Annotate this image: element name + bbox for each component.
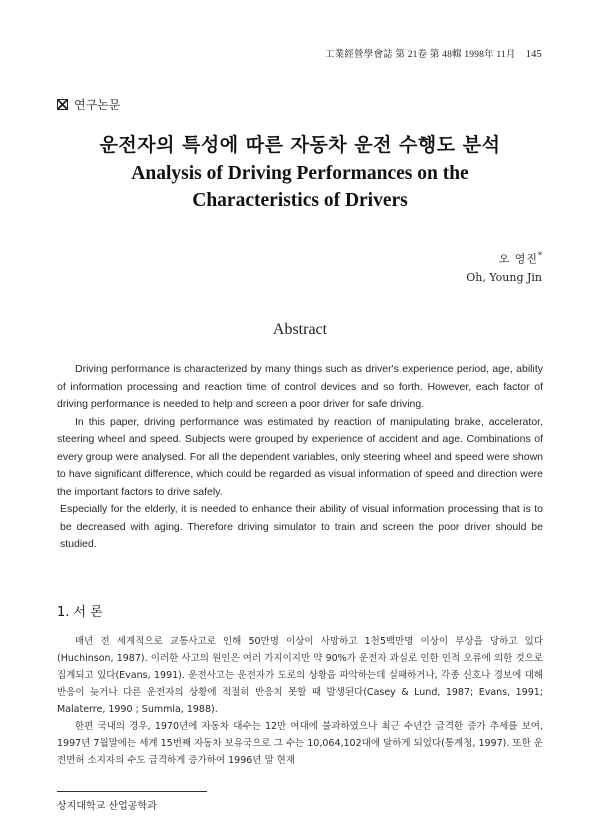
- abstract-heading: Abstract: [272, 321, 328, 338]
- abstract-paragraph-1: Driving performance is characterized by many things such as driver's experience period, age, ability of information processing and reaction time of control devices and so forth. However, each factor of driving performance is needed to help and screen a poor driver for safe driving.: [57, 363, 543, 410]
- section-heading-introduction: 1. 서 론: [57, 605, 103, 620]
- footnote-divider: [57, 791, 207, 792]
- title-english: [0, 160, 600, 214]
- body-paragraph-1: 매년 전 세계적으로 교통사고로 인해 50만명 이상이 사망하고 1천5백만명 이상이 부상을 당하고 있다(Huchinson, 1987). 이러한 사고의 원인은 여러 가지이지만 약 90%가 운전자 과실로 인한 인적 오류에 의한 것으로 집계되고 있다(Evans, 1991). 운전사고는 운전자가 도로의 상황을 파악하는데 실패하거나, 각종 신호나 경보에 대해 반응이 늦거나 다른 운전자의 상황에 적절히 반응치 못할 때 발생된다(Casey & Lund, 1987; Evans, 1991; Malaterre, 1990 ; Summla, 1988).: [57, 636, 543, 715]
- body-paragraph-2: 한편 국내의 경우, 1970년에 자동차 대수는 12만 여대에 불과하였으나 최근 수년간 급격한 증가 추세를 보여, 1997년 7월말에는 세계 15번째 자동차 보유국으로 그 수는 10,064,102대에 달하게 되었다(통계청, 1997). 또한 운전면허 소지자의 수도 급격하게 증가하여 1996년 말 현재: [57, 721, 543, 766]
- boxed-cross-icon: [57, 99, 68, 110]
- section-tag: [57, 96, 120, 113]
- title-english-line-2: Characteristics of Drivers: [192, 190, 408, 211]
- abstract-paragraph-3: Especially for the elderly, it is needed to enhance their ability of visual information processing that is to be decreased with aging. Therefore driving simulator to train and screen the poor driver should be studied.: [60, 503, 543, 550]
- title-english-line-1: Analysis of Driving Performances on the: [131, 163, 469, 184]
- abstract-body: [57, 361, 543, 554]
- author-block: [466, 247, 542, 287]
- author-name-english: Oh, Young Jin: [466, 270, 542, 284]
- abstract-paragraph-2: In this paper, driving performance was estimated by reaction of manipulating brake, accelerator, steering wheel and speed. Subjects were grouped by experience of accident and age. Combinations of every group were analysed. For all the dependent variables, only steering wheel and speed were shown to have significant difference, which could be regarded as visual information of speed and direction were the important factors to drive safely.: [57, 415, 543, 498]
- journal-citation: 工業經營學會誌 第 21卷 第 48輯 1998年 11月: [324, 50, 516, 60]
- author-footnote-marker: *: [538, 251, 542, 260]
- running-header: [325, 46, 542, 60]
- section-tag-label: 연구논문: [74, 98, 121, 112]
- introduction-body: [57, 633, 543, 769]
- author-affiliation-footnote: 상지대학교 산업공학과: [57, 801, 157, 812]
- author-name-korean: 오 영진: [498, 252, 538, 266]
- page-number: 145: [525, 49, 542, 60]
- title-korean: 운전자의 특성에 따른 자동차 운전 수행도 분석: [99, 134, 501, 156]
